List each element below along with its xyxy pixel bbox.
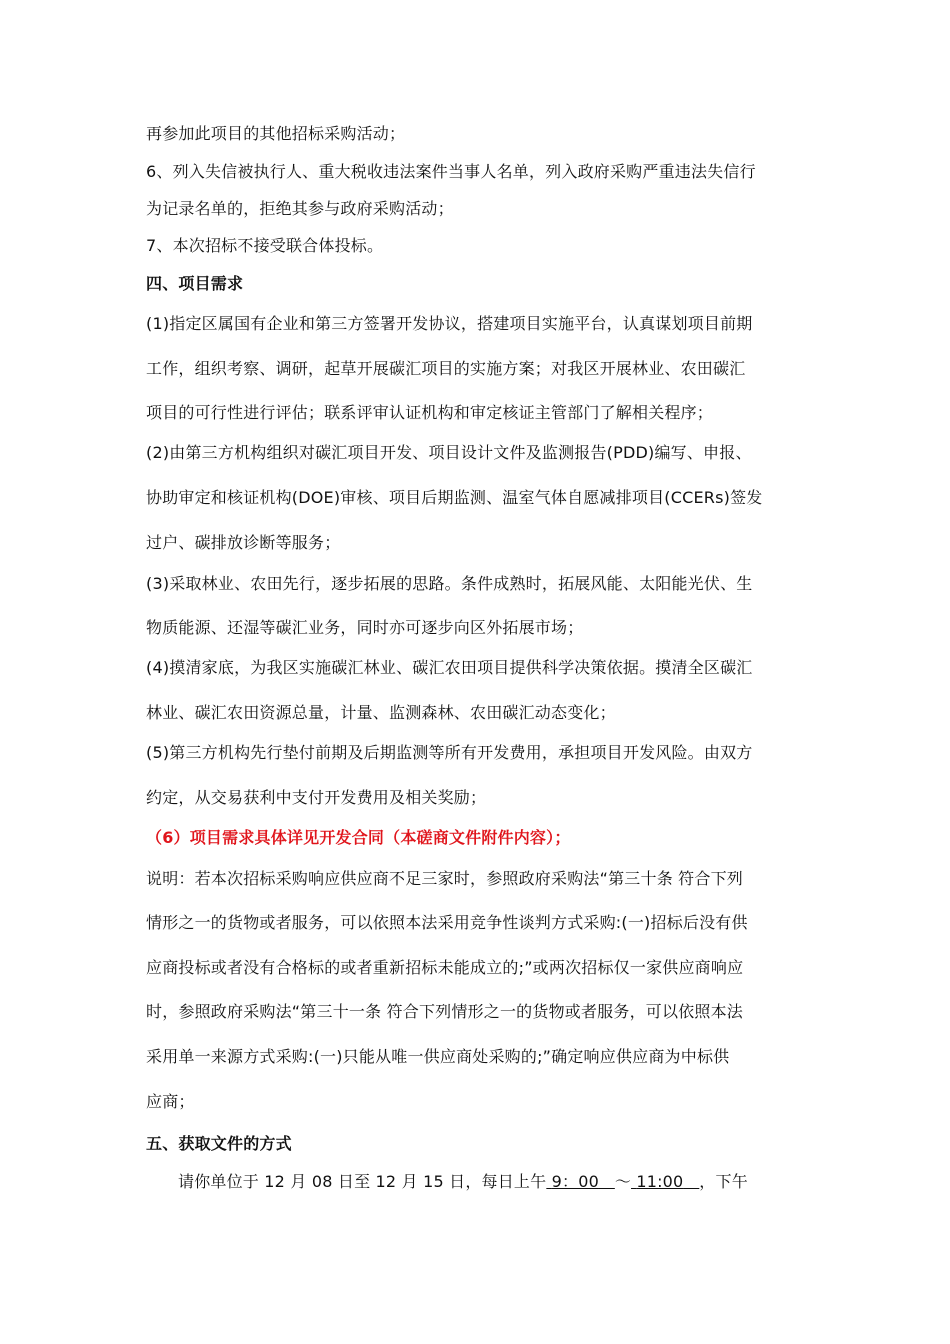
paragraph-line: 6、列入失信被执行人、重大税收违法案件当事人名单，列入政府采购严重违法失信行 [146,162,756,181]
note-line: 时，参照政府采购法“第三十一条 符合下列情形之一的货物或者服务，可以依照本法 [146,1002,743,1021]
requirement-line: 协助审定和核证机构(DOE)审核、项目后期监测、温室气体自愿减排项目(CCERs)签发 [146,488,763,507]
highlighted-requirement: （6）项目需求具体详见开发合同（本磋商文件附件内容）； [146,828,571,847]
schedule-prefix: 请你单位于 12 月 08 日至 12 月 15 日，每日上午 [178,1172,547,1191]
requirement-line: 项目的可行性进行评估；联系评审认证机构和审定核证主管部门了解相关程序； [146,403,714,422]
morning-end-time: 11:00 [636,1172,684,1191]
requirement-line: (4)摸清家底，为我区实施碳汇林业、碳汇农田项目提供科学决策依据。摸清全区碳汇 [146,658,753,677]
morning-start-time: 9：00 [551,1172,599,1191]
requirement-line: (2)由第三方机构组织对碳汇项目开发、项目设计文件及监测报告(PDD)编写、申报、 [146,443,752,462]
requirement-line: 过户、碳排放诊断等服务； [146,533,341,552]
requirement-line: (1)指定区属国有企业和第三方签署开发协议，搭建项目实施平台，认真谋划项目前期 [146,314,753,333]
note-line: 采用单一来源方式采购:(一)只能从唯一供应商处采购的;”确定响应供应商为中标供 [146,1047,730,1066]
requirement-line: (3)采取林业、农田先行，逐步拓展的思路。条件成熟时，拓展风能、太阳能光伏、生 [146,574,753,593]
note-line: 应商； [146,1092,195,1111]
schedule-line [178,1172,811,1192]
section-heading: 五、获取文件的方式 [146,1134,292,1153]
requirement-line: (5)第三方机构先行垫付前期及后期监测等所有开发费用，承担项目开发风险。由双方 [146,743,753,762]
schedule-suffix: ，下午 [699,1172,748,1191]
requirement-line: 林业、碳汇农田资源总量，计量、监测森林、农田碳汇动态变化； [146,703,616,722]
paragraph-line: 为记录名单的，拒绝其参与政府采购活动； [146,199,454,218]
note-line: 情形之一的货物或者服务，可以依照本法采用竞争性谈判方式采购:(一)招标后没有供 [146,913,748,932]
requirement-line: 工作，组织考察、调研，起草开展碳汇项目的实施方案；对我区开展林业、农田碳汇 [146,359,746,378]
paragraph-line: 7、本次招标不接受联合体投标。 [146,236,384,255]
note-line: 应商投标或者没有合格标的或者重新招标未能成立的;”或两次招标仅一家供应商响应 [146,958,744,977]
note-line: 说明：若本次招标采购响应供应商不足三家时，参照政府采购法“第三十条 符合下列 [146,869,743,888]
section-heading: 四、项目需求 [146,274,244,293]
time-separator: ～ [614,1172,632,1191]
requirement-line: 约定，从交易获利中支付开发费用及相关奖励； [146,788,487,807]
paragraph-line: 再参加此项目的其他招标采购活动； [146,124,406,143]
requirement-line: 物质能源、还湿等碳汇业务，同时亦可逐步向区外拓展市场； [146,618,584,637]
